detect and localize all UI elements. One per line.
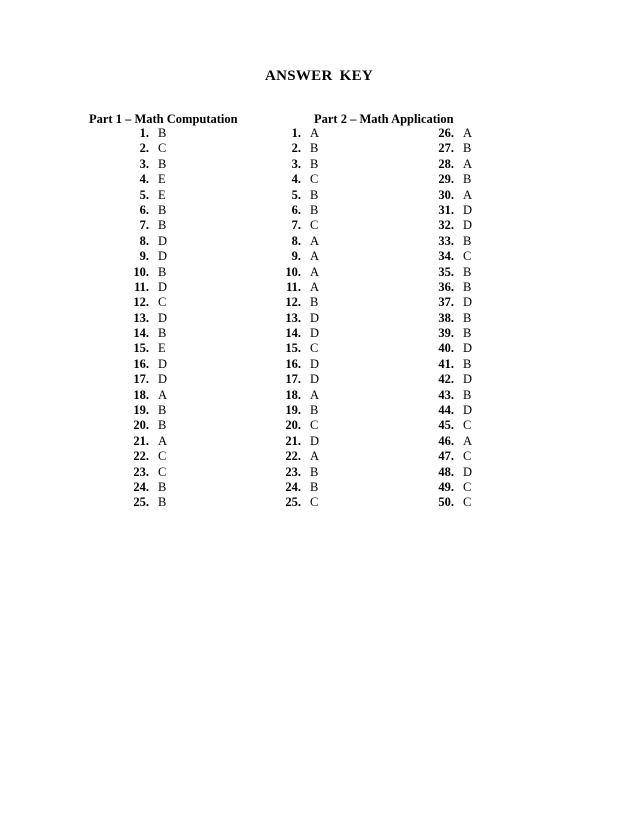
answer-letter: A [310,233,320,248]
answer-row [276,234,319,249]
answer-letter: B [158,326,167,341]
answer-row [276,480,319,495]
answer-row [276,434,319,449]
answer-letter: D [310,310,320,325]
answer-row [124,265,167,280]
answer-row [429,495,472,510]
answer-letter: B [158,202,167,217]
answer-letter: D [158,279,168,294]
answer-letter: D [158,249,168,264]
question-number: 43. [438,387,454,402]
answer-row [429,265,472,280]
answer-row [429,341,472,356]
question-number: 27. [438,141,454,156]
answer-letter: D [463,202,473,217]
question-number: 1. [139,126,149,140]
answer-row [276,126,319,141]
question-number: 3. [291,156,301,171]
question-number: 11. [286,279,301,294]
question-number: 12. [133,295,149,310]
question-number: 2. [291,141,301,156]
answer-letter: D [158,233,168,248]
answer-letter: B [310,202,319,217]
question-number: 23. [285,464,301,479]
answer-letter: B [310,187,319,202]
question-number: 6. [291,202,301,217]
answer-letter: A [463,126,473,140]
answer-letter: C [463,495,472,510]
answer-letter: A [310,249,320,264]
question-number: 9. [139,249,149,264]
answer-row [429,465,472,480]
answer-letter: B [463,326,472,341]
question-number: 50. [438,495,454,510]
answer-row [124,449,167,464]
question-number: 46. [438,433,454,448]
answer-letter: E [158,341,166,356]
answer-row [429,357,472,372]
answer-letter: C [310,495,319,510]
answer-row [429,388,472,403]
question-number: 26. [438,126,454,140]
answer-row [429,280,472,295]
answer-letter: D [310,326,320,341]
answer-letter: C [310,218,319,233]
answer-row [124,218,167,233]
answer-row [429,295,472,310]
answer-row [429,172,472,187]
answer-row [124,295,167,310]
answer-row [276,388,319,403]
answer-row [276,141,319,156]
answer-letter: B [158,264,167,279]
answer-letter: C [463,418,472,433]
part2-heading: Part 2 – Math Application [314,112,454,126]
question-number: 7. [139,218,149,233]
question-number: 10. [285,264,301,279]
answer-row [276,188,319,203]
question-number: 34. [438,249,454,264]
answer-letter: B [310,295,319,310]
answer-row [276,172,319,187]
answer-row [276,372,319,387]
question-number: 22. [133,449,149,464]
question-number: 20. [133,418,149,433]
question-number: 9. [291,249,301,264]
question-number: 25. [133,495,149,510]
answer-row [276,449,319,464]
answer-row [429,418,472,433]
answer-row [429,372,472,387]
answer-letter: B [463,356,472,371]
answer-row [276,280,319,295]
answer-row [429,480,472,495]
answer-row [429,434,472,449]
answer-letter: D [463,295,473,310]
answer-row [429,188,472,203]
answer-letter: C [310,172,319,187]
answer-row [124,495,167,510]
question-number: 15. [133,341,149,356]
answer-row [124,357,167,372]
answer-letter: C [463,249,472,264]
question-number: 4. [139,172,149,187]
answer-row [124,388,167,403]
answer-row [429,218,472,233]
answer-row [124,372,167,387]
question-number: 47. [438,449,454,464]
question-number: 38. [438,310,454,325]
answer-letter: A [310,264,320,279]
answer-letter: C [158,449,167,464]
answer-row [429,203,472,218]
answer-letter: B [158,403,167,418]
question-number: 17. [285,372,301,387]
answer-letter: B [310,141,319,156]
answer-letter: D [310,372,320,387]
answer-row [429,449,472,464]
question-number: 39. [438,326,454,341]
answer-letter: E [158,172,166,187]
answer-letter: D [463,218,473,233]
question-number: 18. [285,387,301,402]
question-number: 16. [133,356,149,371]
answer-letter: D [158,310,168,325]
question-number: 24. [133,479,149,494]
answer-row [429,403,472,418]
question-number: 18. [133,387,149,402]
question-number: 32. [438,218,454,233]
question-number: 14. [285,326,301,341]
question-number: 22. [285,449,301,464]
answer-letter: E [158,187,166,202]
question-number: 21. [133,433,149,448]
answer-letter: D [463,372,473,387]
answer-row [276,218,319,233]
question-number: 13. [285,310,301,325]
question-number: 25. [285,495,301,510]
answer-row [124,326,167,341]
question-number: 11. [134,279,149,294]
answer-letter: C [463,449,472,464]
answer-row [124,341,167,356]
answer-row [276,341,319,356]
answer-row [124,249,167,264]
answer-row [276,326,319,341]
question-number: 14. [133,326,149,341]
question-number: 44. [438,403,454,418]
answer-letter: B [463,264,472,279]
question-number: 41. [438,356,454,371]
question-number: 8. [291,233,301,248]
question-number: 23. [133,464,149,479]
answer-row [429,234,472,249]
answer-letter: B [463,387,472,402]
answer-letter: C [158,295,167,310]
question-number: 37. [438,295,454,310]
answer-row [124,203,167,218]
answer-row [124,126,167,141]
answer-row [429,326,472,341]
answer-letter: D [463,341,473,356]
question-number: 16. [285,356,301,371]
answer-letter: B [463,310,472,325]
answer-row [124,480,167,495]
answer-row [124,280,167,295]
answer-row [276,203,319,218]
part2-answer-list-1-25 [276,126,319,511]
question-number: 7. [291,218,301,233]
answer-row [429,126,472,141]
answer-letter: D [310,356,320,371]
answer-letter: D [158,356,168,371]
answer-letter: B [158,126,167,140]
answer-row [124,311,167,326]
question-number: 33. [438,233,454,248]
question-number: 2. [139,141,149,156]
question-number: 5. [139,187,149,202]
answer-letter: A [463,156,473,171]
answer-row [276,403,319,418]
answer-letter: A [310,279,320,294]
question-number: 6. [139,202,149,217]
answer-letter: C [310,418,319,433]
answer-letter: C [158,464,167,479]
answer-letter: B [310,403,319,418]
answer-letter: B [158,418,167,433]
answer-row [276,465,319,480]
question-number: 48. [438,464,454,479]
answer-row [276,357,319,372]
question-number: 35. [438,264,454,279]
answer-letter: D [463,464,473,479]
question-number: 29. [438,172,454,187]
question-number: 1. [291,126,301,140]
answer-letter: D [310,433,320,448]
answer-letter: B [310,479,319,494]
question-number: 12. [285,295,301,310]
question-number: 10. [133,264,149,279]
question-number: 30. [438,187,454,202]
answer-row [124,403,167,418]
answer-row [124,234,167,249]
answer-row [276,157,319,172]
question-number: 17. [133,372,149,387]
answer-letter: C [463,479,472,494]
question-number: 5. [291,187,301,202]
answer-row [124,188,167,203]
answer-letter: B [463,141,472,156]
question-number: 36. [438,279,454,294]
answer-letter: A [158,387,168,402]
question-number: 19. [133,403,149,418]
answer-row [124,465,167,480]
answer-row [276,295,319,310]
answer-letter: B [463,233,472,248]
answer-letter: B [158,218,167,233]
question-number: 28. [438,156,454,171]
answer-letter: D [158,372,168,387]
part1-heading: Part 1 – Math Computation [89,112,238,126]
question-number: 4. [291,172,301,187]
answer-letter: A [310,387,320,402]
answer-letter: A [310,126,320,140]
answer-row [276,418,319,433]
answer-letter: D [463,403,473,418]
answer-letter: A [310,449,320,464]
answer-letter: B [463,172,472,187]
answer-row [276,265,319,280]
question-number: 21. [285,433,301,448]
answer-letter: C [158,141,167,156]
question-number: 49. [438,479,454,494]
answer-letter: B [463,279,472,294]
question-number: 42. [438,372,454,387]
answer-row [124,141,167,156]
question-number: 3. [139,156,149,171]
answer-row [276,249,319,264]
answer-row [124,434,167,449]
answer-letter: B [310,156,319,171]
question-number: 20. [285,418,301,433]
answer-row [124,157,167,172]
answer-letter: B [158,479,167,494]
answer-letter: C [310,341,319,356]
answer-row [276,311,319,326]
answer-letter: A [158,433,168,448]
answer-row [429,311,472,326]
part1-answer-list [124,126,167,511]
answer-letter: A [463,433,473,448]
question-number: 15. [285,341,301,356]
answer-row [124,172,167,187]
question-number: 31. [438,202,454,217]
part2-answer-list-26-50 [429,126,472,511]
question-number: 40. [438,341,454,356]
page-title: ANSWER KEY [264,68,374,84]
answer-letter: A [463,187,473,202]
question-number: 24. [285,479,301,494]
answer-row [429,249,472,264]
question-number: 19. [285,403,301,418]
answer-row [276,495,319,510]
question-number: 45. [438,418,454,433]
answer-row [429,157,472,172]
answer-row [124,418,167,433]
question-number: 13. [133,310,149,325]
answer-row [429,141,472,156]
answer-letter: B [310,464,319,479]
question-number: 8. [139,233,149,248]
answer-letter: B [158,156,167,171]
answer-letter: B [158,495,167,510]
